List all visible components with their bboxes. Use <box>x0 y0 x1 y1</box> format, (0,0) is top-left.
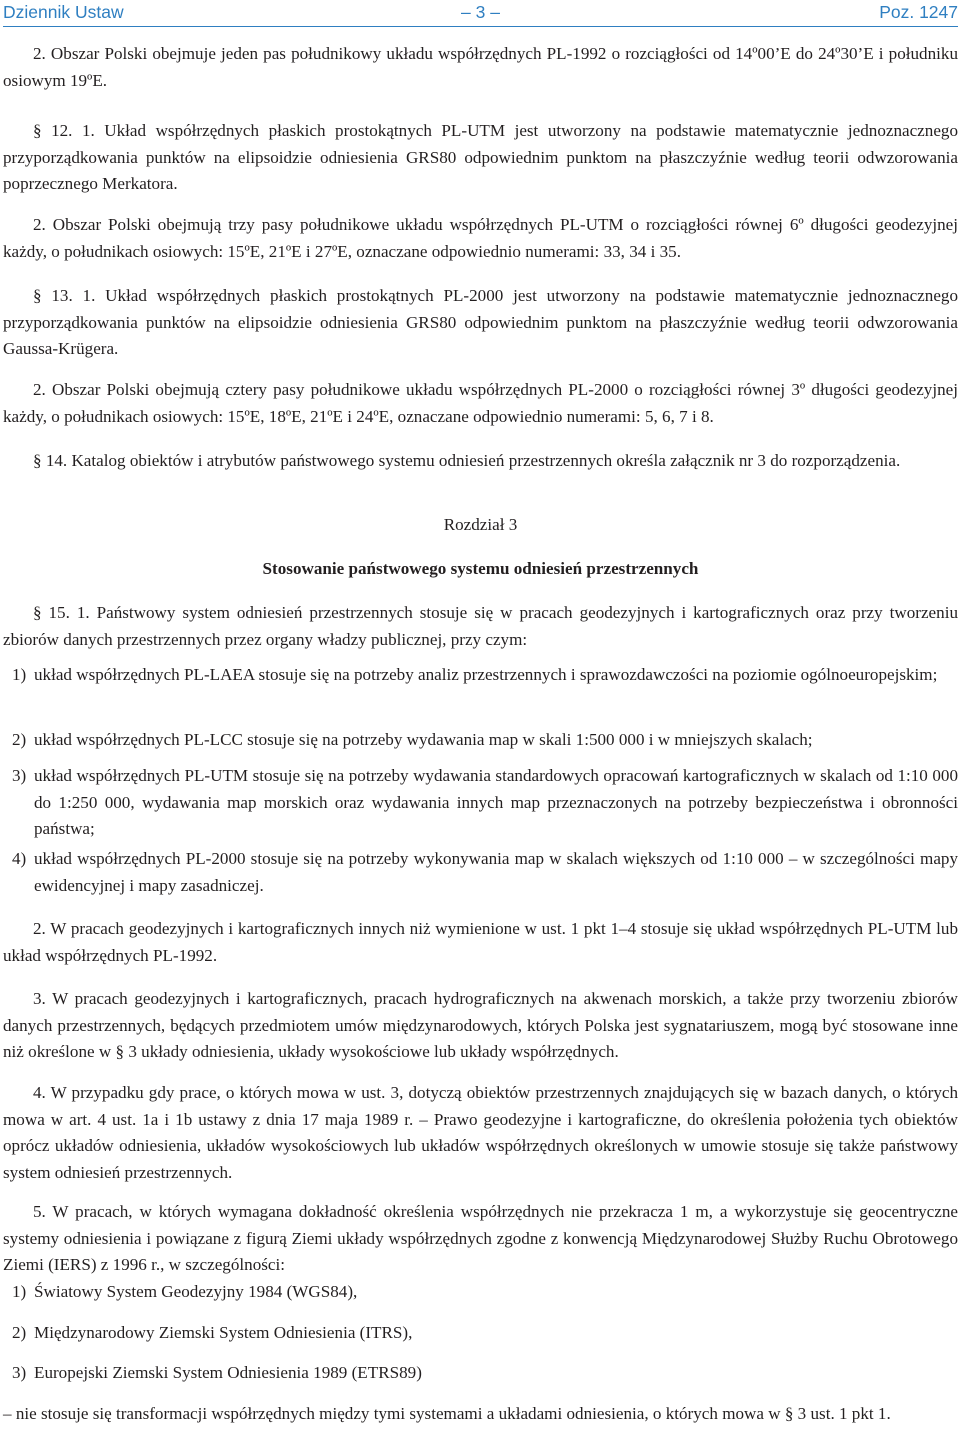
list-item-text: Europejski Ziemski System Odniesienia 1989 (ETRS89) <box>34 1363 422 1382</box>
list-item <box>12 1360 958 1387</box>
list-item-number: 1) <box>12 1282 27 1301</box>
paragraph-section-14: § 14. Katalog obiektów i atrybutów państwowego systemu odniesień przestrzennych określa załącznik nr 3 do rozporządzenia. <box>33 451 901 470</box>
list-item <box>12 662 958 689</box>
list-item-text: Światowy System Geodezyjny 1984 (WGS84), <box>34 1282 358 1301</box>
list-item-text: Międzynarodowy Ziemski System Odniesienia (ITRS), <box>34 1323 413 1342</box>
journal-title: Dziennik Ustaw <box>3 2 124 22</box>
list-item-number: 3) <box>12 766 27 785</box>
paragraph-section-13: § 13. 1. Układ współrzędnych płaskich prostokątnych PL-2000 jest utworzony na podstawie matematycznie jednoznacznego przyporządkowania punktów na elipsoidzie odniesienia GRS80 odpowiednim punktom na płaszczyźnie według teorii odwzorowania Gaussa-Krügera. <box>3 286 958 358</box>
paragraph: 2. Obszar Polski obejmują trzy pasy południkowe układu współrzędnych PL-UTM o rozciągłości równej 6º długości geodezyjnej każdy, o południkach osiowych: 15ºE, 21ºE i 27ºE, oznaczane odpowiednio numerami: 33, 34 i 35. <box>3 215 958 261</box>
chapter-number: Rozdział 3 <box>443 515 518 534</box>
list-item <box>12 1320 958 1347</box>
list-item <box>12 727 958 754</box>
list-item <box>12 1279 958 1306</box>
list-item <box>12 846 958 899</box>
list-item-text: układ współrzędnych PL-UTM stosuje się na potrzeby wydawania standardowych opracowań kartograficznych w skalach od 1:10 000 do 1:250 000, wydawania map morskich oraz wydawania innych map przeznaczonych na potrzeby bezpieczeństwa i obronności państwa; <box>34 766 958 838</box>
page-header <box>3 0 958 26</box>
list-item-text: układ współrzędnych PL-2000 stosuje się na potrzeby wykonywania map w skalach większych od 1:10 000 – w szczególności mapy ewidencyjnej i mapy zasadniczej. <box>34 849 958 895</box>
list-item-text: układ współrzędnych PL-LAEA stosuje się na potrzeby analiz przestrzennych i sprawozdawczości na poziomie ogólnoeuropejskim; <box>34 665 938 684</box>
list-item-number: 2) <box>12 1323 27 1342</box>
paragraph-closing: – nie stosuje się transformacji współrzędnych między tymi systemami a układami odniesienia, o których mowa w § 3 ust. 1 pkt 1. <box>3 1404 891 1423</box>
paragraph: 4. W przypadku gdy prace, o których mowa w ust. 3, dotyczą obiektów przestrzennych znajdujących się w bazach danych, o których mowa w art. 4 ust. 1a i 1b ustawy z dnia 17 maja 1989 r. – Prawo geodezyjne i kartograficzne, do określenia położenia tych obiektów oprócz układów odniesienia, układów wysokościowych lub układów współrzędnych określonych w umowie stosuje się także państwowy system odniesień przestrzennych. <box>3 1083 958 1182</box>
list-item-number: 1) <box>12 665 27 684</box>
paragraph: 2. Obszar Polski obejmują cztery pasy południkowe układu współrzędnych PL-2000 o rozciągłości równej 3º długości geodezyjnej każdy, o południkach osiowych: 15ºE, 18ºE, 21ºE i 24ºE, oznaczane odpowiednio numerami: 5, 6, 7 i 8. <box>3 380 958 426</box>
paragraph-section-12: § 12. 1. Układ współrzędnych płaskich prostokątnych PL-UTM jest utworzony na podstawie matematycznie jednoznacznego przyporządkowania punktów na elipsoidzie odniesienia GRS80 odpowiednim punktom na płaszczyźnie według teorii odwzorowania poprzecznego Merkatora. <box>3 121 958 193</box>
list-item <box>12 763 958 843</box>
paragraph: 3. W pracach geodezyjnych i kartograficznych, pracach hydrograficznych na akwenach morskich, a także przy tworzeniu zbiorów danych przestrzennych, będących przedmiotem umów międzynarodowych, których Polska jest sygnatariuszem, mogą być stosowane inne niż określone w § 3 układy odniesienia, układy wysokościowe lub układy współrzędnych. <box>3 989 958 1061</box>
header-rule <box>3 26 958 27</box>
page-number: – 3 – <box>461 2 500 22</box>
paragraph: 2. Obszar Polski obejmuje jeden pas południkowy układu współrzędnych PL-1992 o rozciągłości od 14º00’E do 24º30’E i południku osiowym 19ºE. <box>3 44 958 90</box>
list-item-number: 4) <box>12 849 27 868</box>
list-item-number: 2) <box>12 730 27 749</box>
paragraph: 5. W pracach, w których wymagana dokładność określenia współrzędnych nie przekracza 1 m, a wykorzystuje się geocentryczne systemy odniesienia i powiązane z figurą Ziemi układy współrzędnych zgodne z konwencją Międzynarodowej Służby Ruchu Obrotowego Ziemi (IERS) z 1996 r., w szczególności: <box>3 1202 958 1274</box>
list-item-number: 3) <box>12 1363 27 1382</box>
paragraph: 2. W pracach geodezyjnych i kartograficznych innych niż wymienione w ust. 1 pkt 1–4 stosuje się układ współrzędnych PL-UTM lub układ współrzędnych PL-1992. <box>3 919 958 965</box>
position-number: Poz. 1247 <box>879 2 958 22</box>
chapter-title: Stosowanie państwowego systemu odniesień przestrzennych <box>262 559 699 578</box>
list-item-text: układ współrzędnych PL-LCC stosuje się na potrzeby wydawania map w skali 1:500 000 i w mniejszych skalach; <box>34 730 813 749</box>
paragraph-section-15: § 15. 1. Państwowy system odniesień przestrzennych stosuje się w pracach geodezyjnych i kartograficznych oraz przy tworzeniu zbiorów danych przestrzennych przez organy władzy publicznej, przy czym: <box>3 603 958 649</box>
